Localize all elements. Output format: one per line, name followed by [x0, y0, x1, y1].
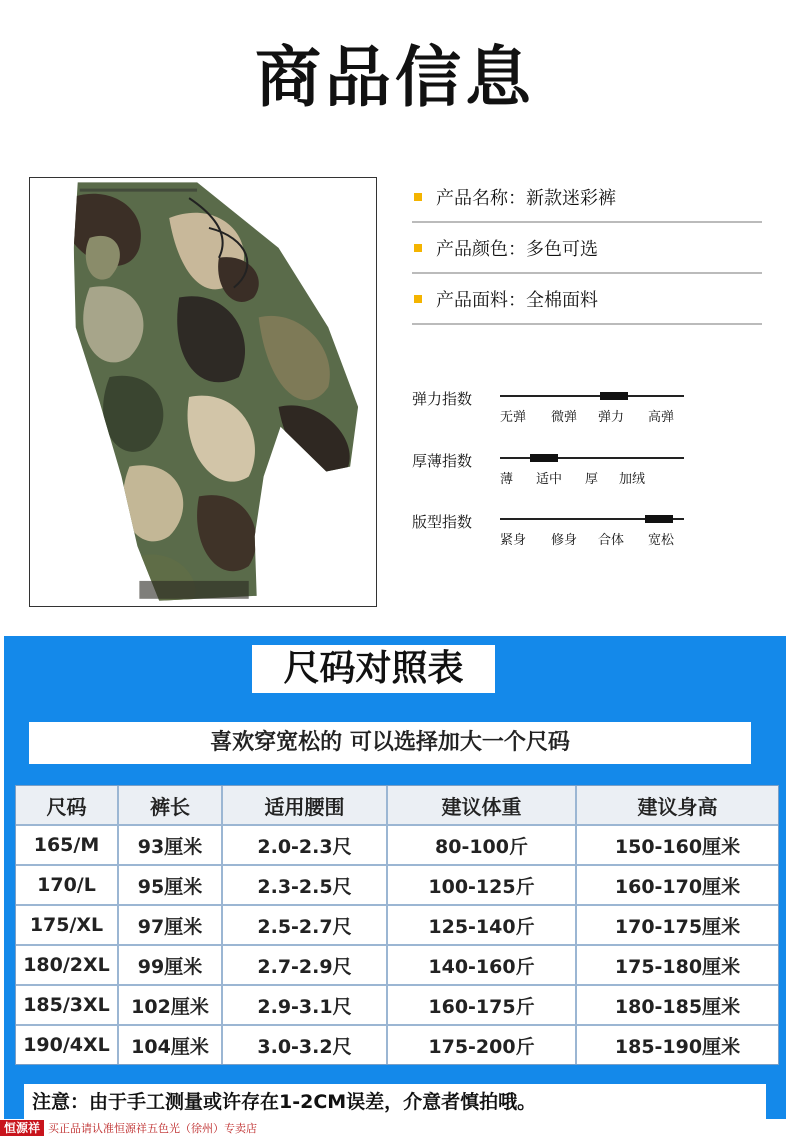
cell-size: 175/XL	[16, 906, 119, 944]
cell-length: 97厘米	[119, 906, 223, 944]
fit-index-track	[500, 518, 684, 520]
cell-length: 104厘米	[119, 1026, 223, 1064]
cell-weight: 100-125斤	[388, 866, 577, 904]
cell-length: 93厘米	[119, 826, 223, 864]
page-title: 商品信息	[255, 39, 535, 116]
product-image	[29, 177, 377, 607]
stretch-option: 无弹	[500, 410, 527, 425]
stretch-index	[412, 388, 702, 448]
cell-height: 185-190厘米	[614, 1035, 741, 1058]
table-row	[16, 826, 778, 866]
cell-weight: 80-100斤	[388, 826, 577, 864]
size-table	[15, 785, 779, 1065]
cell-waist: 2.5-2.7尺	[223, 906, 388, 944]
bullet-icon	[414, 244, 422, 252]
cell-height: 160-170厘米	[614, 875, 741, 898]
header-size: 尺码	[16, 786, 119, 824]
product-name-row	[412, 173, 762, 223]
thickness-index-label: 厚薄指数	[412, 452, 473, 470]
cell-weight: 160-175斤	[388, 986, 577, 1024]
cell-height: 175-180厘米	[614, 955, 741, 978]
cell-length: 99厘米	[119, 946, 223, 984]
cell-weight: 175-200斤	[388, 1026, 577, 1064]
fit-option: 合体	[598, 533, 625, 548]
size-note: 注意：由于手工测量或许存在1-2CM误差，介意者慎拍哦。	[24, 1084, 766, 1120]
cell-size: 185/3XL	[16, 986, 119, 1024]
cell-waist: 2.7-2.9尺	[223, 946, 388, 984]
stretch-option: 微弹	[551, 410, 578, 425]
table-row	[16, 1026, 778, 1064]
fit-option: 紧身	[500, 533, 527, 548]
fit-option: 宽松	[648, 533, 675, 548]
product-color-row	[412, 224, 762, 274]
fit-index	[412, 511, 702, 571]
fit-option: 修身	[551, 533, 578, 548]
cell-size: 165/M	[16, 826, 119, 864]
footer-text: 买正品请认准恒源祥五色光（徐州）专卖店	[48, 1122, 258, 1135]
stretch-index-marker	[600, 392, 628, 400]
cell-size: 180/2XL	[16, 946, 119, 984]
cell-height: 170-175厘米	[614, 915, 741, 938]
fit-index-marker	[645, 515, 673, 523]
cell-weight: 125-140斤	[388, 906, 577, 944]
product-name-text: 产品名称：新款迷彩裤	[436, 188, 616, 209]
stretch-option: 弹力	[598, 410, 625, 425]
thickness-index-marker	[530, 454, 558, 462]
cell-weight: 140-160斤	[388, 946, 577, 984]
cell-size: 190/4XL	[16, 1026, 119, 1064]
table-row	[16, 866, 778, 906]
cell-height: 180-185厘米	[614, 995, 741, 1018]
header-height: 建议身高	[637, 794, 718, 819]
stretch-option: 高弹	[648, 410, 675, 425]
size-chart-subtitle: 喜欢穿宽松的 可以选择加大一个尺码	[29, 722, 751, 764]
thickness-index	[412, 450, 702, 510]
cell-waist: 2.9-3.1尺	[223, 986, 388, 1024]
header-waist: 适用腰围	[223, 786, 388, 824]
header-length: 裤长	[119, 786, 223, 824]
cell-waist: 2.0-2.3尺	[223, 826, 388, 864]
bullet-icon	[414, 193, 422, 201]
thickness-option: 加绒	[619, 472, 646, 487]
product-fabric-row	[412, 275, 762, 325]
thickness-index-track	[500, 457, 684, 459]
table-header-row	[16, 786, 778, 826]
fit-index-label: 版型指数	[412, 513, 473, 531]
stretch-index-track	[500, 395, 684, 397]
cell-length: 102厘米	[119, 986, 223, 1024]
header-weight: 建议体重	[388, 786, 577, 824]
thickness-option: 薄	[500, 472, 514, 487]
cell-length: 95厘米	[119, 866, 223, 904]
table-row	[16, 946, 778, 986]
camo-pants-illustration	[30, 178, 376, 606]
table-row	[16, 986, 778, 1026]
size-chart-title: 尺码对照表	[252, 645, 495, 693]
thickness-option: 厚	[585, 472, 599, 487]
cell-size: 170/L	[16, 866, 119, 904]
cell-waist: 2.3-2.5尺	[223, 866, 388, 904]
table-row	[16, 906, 778, 946]
product-color-text: 产品颜色：多色可选	[436, 239, 598, 260]
brand-logo: 恒源祥	[0, 1120, 44, 1136]
size-chart-panel	[4, 636, 786, 1126]
cell-waist: 3.0-3.2尺	[223, 1026, 388, 1064]
product-fabric-text: 产品面料：全棉面料	[436, 290, 598, 311]
bullet-icon	[414, 295, 422, 303]
thickness-option: 适中	[536, 472, 563, 487]
stretch-index-label: 弹力指数	[412, 390, 473, 408]
footer-bar	[0, 1119, 790, 1137]
cell-height: 150-160厘米	[614, 835, 741, 858]
